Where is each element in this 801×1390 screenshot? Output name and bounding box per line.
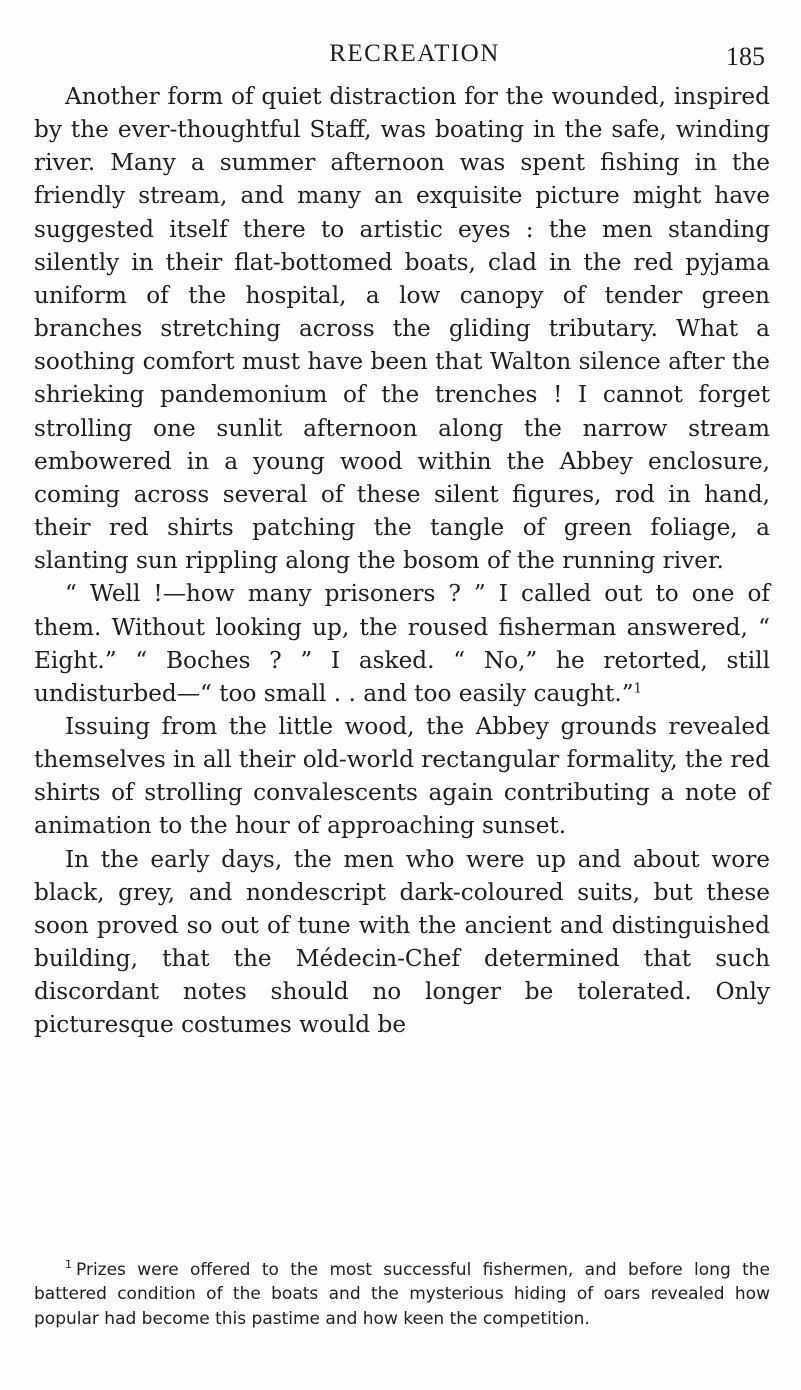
paragraph-abbey-grounds: Issuing from the little wood, the Abbey grounds revealed themselves in all their old-world rectangular formality, the red shirts of strolling convalescents again contributing a note of animation to the hour of approaching sunset. bbox=[34, 712, 770, 840]
paragraph-fisherman-dialogue bbox=[34, 577, 770, 710]
running-head bbox=[64, 40, 765, 80]
running-title: RECREATION bbox=[329, 40, 500, 67]
footnote-text: Prizes were offered to the most successful fishermen, and before long the battered condition of the boats and the mysterious hiding of oars revealed how popular had become this pastime and how keen the competition. bbox=[34, 1260, 770, 1329]
paragraph-boating: Another form of quiet distraction for the wounded, inspired by the ever-thoughtful Staff, was boating in the safe, winding river. Many a summer afternoon was spent fishing in the friendly stream, and many an exquisite picture might have suggested itself there to artistic eyes : the men standing silently in their flat-bottomed boats, clad in the red pyjama uniform of the hospital, a low canopy of tender green branches stretching across the gliding tributary. What a soothing comfort must have been that Walton silence after the shrieking pandemonium of the trenches ! I cannot forget strolling one sunlit afternoon along the narrow stream embowered in a young wood within the Abbey enclosure, coming across several of these silent figures, rod in hand, their red shirts patching the tangle of green foliage, a slanting sun rippling along the bosom of the running river. bbox=[34, 83, 770, 575]
footnote-paragraph bbox=[34, 1258, 770, 1331]
footnote-reference: 1 bbox=[633, 681, 642, 697]
page-number: 185 bbox=[726, 42, 765, 71]
footnote-mark: 1 bbox=[65, 1258, 72, 1272]
footnote bbox=[34, 1258, 770, 1331]
paragraph-early-days: In the early days, the men who were up and about wore black, grey, and nondescript dark-coloured suits, but these soon proved so out of tune with the ancient and distinguished building, that the Médecin-Chef determined that such discordant notes should no longer be tolerated. Only picturesque costumes would be bbox=[34, 845, 770, 1039]
body-text bbox=[34, 80, 770, 1042]
dialogue-text: “ Well !—how many prisoners ? ” I called out to one of them. Without looking up, the roused fisherman answered, “ Eight.” “ Boches ? ” I asked. “ No,” he retorted, still undisturbed—“ too small . . and too easily caught.” bbox=[34, 580, 770, 707]
